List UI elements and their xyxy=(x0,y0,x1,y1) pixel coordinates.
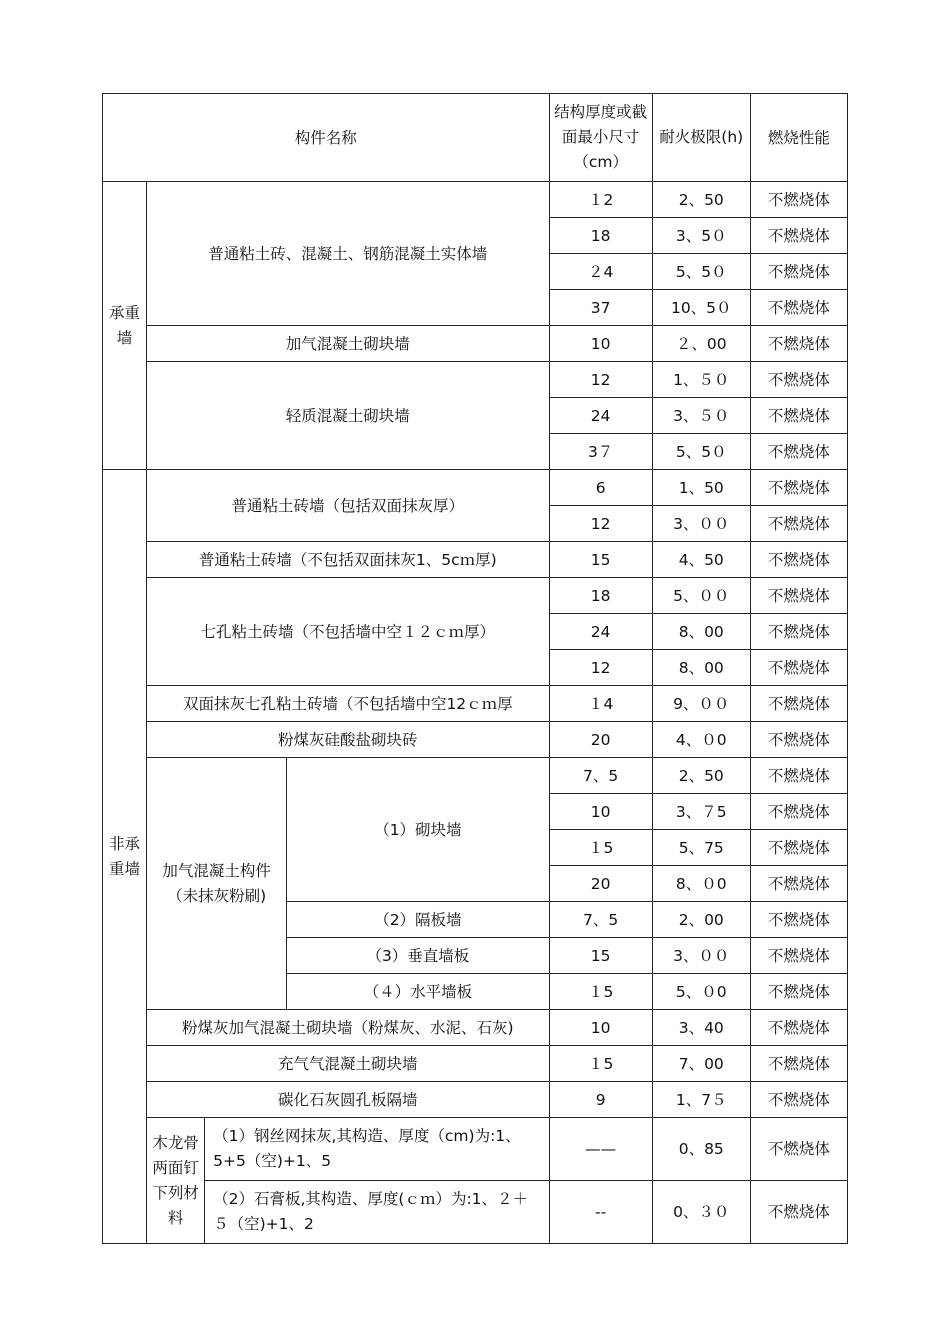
combustion-cell: 不燃烧体 xyxy=(750,650,847,686)
thickness-cell: -- xyxy=(549,1181,652,1244)
combustion-cell: 不燃烧体 xyxy=(750,254,847,290)
header-thickness: 结构厚度或截面最小尺寸（cm） xyxy=(549,94,652,182)
fire-cell: 1、５０ xyxy=(652,362,750,398)
row-name: 普通粘土砖、混凝土、钢筋混凝土实体墙 xyxy=(147,182,550,326)
combustion-cell: 不燃烧体 xyxy=(750,398,847,434)
combustion-cell: 不燃烧体 xyxy=(750,614,847,650)
combustion-cell: 不燃烧体 xyxy=(750,362,847,398)
row-name: 普通粘土砖墙（不包括双面抹灰1、5cｍ厚) xyxy=(147,542,550,578)
thickness-cell: 37 xyxy=(549,290,652,326)
thickness-cell: 12 xyxy=(549,650,652,686)
fire-cell: 2、00 xyxy=(652,902,750,938)
sub-name: （1）钢丝网抹灰,其构造、厚度（cm)为:1、5+5（空)+1、5 xyxy=(205,1118,549,1181)
table-row xyxy=(103,758,848,794)
combustion-cell: 不燃烧体 xyxy=(750,1181,847,1244)
fire-cell: 3、００ xyxy=(652,506,750,542)
thickness-cell: 18 xyxy=(549,578,652,614)
table-row xyxy=(103,1181,848,1244)
fire-cell: 2、50 xyxy=(652,758,750,794)
combustion-cell: 不燃烧体 xyxy=(750,1010,847,1046)
fire-cell: ２、00 xyxy=(652,326,750,362)
fire-cell: 8、00 xyxy=(652,650,750,686)
fire-cell: 8、０0 xyxy=(652,866,750,902)
table-row xyxy=(103,1082,848,1118)
thickness-cell: １4 xyxy=(549,686,652,722)
combustion-cell: 不燃烧体 xyxy=(750,938,847,974)
fire-cell: 1、50 xyxy=(652,470,750,506)
fire-cell: 3、5０ xyxy=(652,218,750,254)
thickness-cell: —— xyxy=(549,1118,652,1181)
combustion-cell: 不燃烧体 xyxy=(750,722,847,758)
fire-cell: 5、5０ xyxy=(652,434,750,470)
fire-cell: 5、００ xyxy=(652,578,750,614)
thickness-cell: 20 xyxy=(549,866,652,902)
combustion-cell: 不燃烧体 xyxy=(750,1082,847,1118)
fire-cell: 4、０0 xyxy=(652,722,750,758)
row-name: 双面抹灰七孔粘土砖墙（不包括墙中空12ｃｍ厚 xyxy=(147,686,550,722)
sub-name: （４）水平墙板 xyxy=(287,974,549,1010)
row-name: 粉煤灰加气混凝土砌块墙（粉煤灰、水泥、石灰) xyxy=(147,1010,550,1046)
table-row xyxy=(103,326,848,362)
table-row xyxy=(103,362,848,398)
thickness-cell: 3７ xyxy=(549,434,652,470)
combustion-cell: 不燃烧体 xyxy=(750,434,847,470)
thickness-cell: 6 xyxy=(549,470,652,506)
sub-name: （1）砌块墙 xyxy=(287,758,549,902)
fire-cell: 4、50 xyxy=(652,542,750,578)
thickness-cell: １5 xyxy=(549,830,652,866)
fire-resistance-table xyxy=(102,93,848,1244)
table-row xyxy=(103,578,848,614)
fire-cell: 0、３０ xyxy=(652,1181,750,1244)
fire-cell: 5、5０ xyxy=(652,254,750,290)
table-row xyxy=(103,542,848,578)
combustion-cell: 不燃烧体 xyxy=(750,290,847,326)
row-name: 七孔粘土砖墙（不包括墙中空１２ｃｍ厚） xyxy=(147,578,550,686)
combustion-cell: 不燃烧体 xyxy=(750,542,847,578)
combustion-cell: 不燃烧体 xyxy=(750,1046,847,1082)
combustion-cell: 不燃烧体 xyxy=(750,902,847,938)
combustion-cell: 不燃烧体 xyxy=(750,830,847,866)
thickness-cell: 24 xyxy=(549,614,652,650)
row-name: 加气混凝土砌块墙 xyxy=(147,326,550,362)
header-name: 构件名称 xyxy=(103,94,550,182)
fire-cell: 1、7５ xyxy=(652,1082,750,1118)
fire-cell: 8、00 xyxy=(652,614,750,650)
fire-cell: 3、40 xyxy=(652,1010,750,1046)
row-name: 木龙骨两面钉下列材料 xyxy=(147,1118,205,1244)
table-row xyxy=(103,470,848,506)
thickness-cell: １2 xyxy=(549,182,652,218)
group-non-load-bearing: 非承重墙 xyxy=(103,470,147,1244)
thickness-cell: 10 xyxy=(549,326,652,362)
fire-cell: 10、5０ xyxy=(652,290,750,326)
combustion-cell: 不燃烧体 xyxy=(750,686,847,722)
thickness-cell: 24 xyxy=(549,398,652,434)
thickness-cell: 10 xyxy=(549,794,652,830)
table-row xyxy=(103,686,848,722)
row-name: 加气混凝土构件（未抹灰粉刷) xyxy=(147,758,287,1010)
thickness-cell: 18 xyxy=(549,218,652,254)
fire-cell: 3、７5 xyxy=(652,794,750,830)
thickness-cell: 12 xyxy=(549,506,652,542)
fire-cell: 2、50 xyxy=(652,182,750,218)
table-row xyxy=(103,722,848,758)
fire-cell: 7、00 xyxy=(652,1046,750,1082)
thickness-cell: ２4 xyxy=(549,254,652,290)
thickness-cell: 9 xyxy=(549,1082,652,1118)
thickness-cell: 7、5 xyxy=(549,758,652,794)
fire-cell: 5、75 xyxy=(652,830,750,866)
combustion-cell: 不燃烧体 xyxy=(750,326,847,362)
combustion-cell: 不燃烧体 xyxy=(750,506,847,542)
table-row xyxy=(103,1118,848,1181)
combustion-cell: 不燃烧体 xyxy=(750,794,847,830)
row-name: 普通粘土砖墙（包括双面抹灰厚） xyxy=(147,470,550,542)
thickness-cell: 10 xyxy=(549,1010,652,1046)
row-name: 充气气混凝土砌块墙 xyxy=(147,1046,550,1082)
combustion-cell: 不燃烧体 xyxy=(750,866,847,902)
combustion-cell: 不燃烧体 xyxy=(750,974,847,1010)
header-row xyxy=(103,94,848,182)
row-name: 轻质混凝土砌块墙 xyxy=(147,362,550,470)
sub-name: （2）石膏板,其构造、厚度(ｃｍ）为:1、２＋５（空)+1、2 xyxy=(205,1181,549,1244)
thickness-cell: 12 xyxy=(549,362,652,398)
thickness-cell: 20 xyxy=(549,722,652,758)
combustion-cell: 不燃烧体 xyxy=(750,1118,847,1181)
group-load-bearing: 承重墙 xyxy=(103,182,147,470)
fire-cell: 9、００ xyxy=(652,686,750,722)
fire-cell: 3、００ xyxy=(652,938,750,974)
combustion-cell: 不燃烧体 xyxy=(750,182,847,218)
sub-name: （3）垂直墙板 xyxy=(287,938,549,974)
combustion-cell: 不燃烧体 xyxy=(750,218,847,254)
table-row xyxy=(103,182,848,218)
thickness-cell: 15 xyxy=(549,938,652,974)
combustion-cell: 不燃烧体 xyxy=(750,470,847,506)
combustion-cell: 不燃烧体 xyxy=(750,758,847,794)
table-row xyxy=(103,1010,848,1046)
header-fire-limit: 耐火极限(h) xyxy=(652,94,750,182)
thickness-cell: 15 xyxy=(549,542,652,578)
row-name: 粉煤灰硅酸盐砌块砖 xyxy=(147,722,550,758)
table-row xyxy=(103,1046,848,1082)
thickness-cell: １5 xyxy=(549,974,652,1010)
fire-cell: 5、０0 xyxy=(652,974,750,1010)
thickness-cell: １5 xyxy=(549,1046,652,1082)
fire-cell: 3、５０ xyxy=(652,398,750,434)
row-name: 碳化石灰圆孔板隔墙 xyxy=(147,1082,550,1118)
combustion-cell: 不燃烧体 xyxy=(750,578,847,614)
sub-name: （2）隔板墙 xyxy=(287,902,549,938)
header-combustion: 燃烧性能 xyxy=(750,94,847,182)
thickness-cell: 7、5 xyxy=(549,902,652,938)
fire-cell: 0、85 xyxy=(652,1118,750,1181)
